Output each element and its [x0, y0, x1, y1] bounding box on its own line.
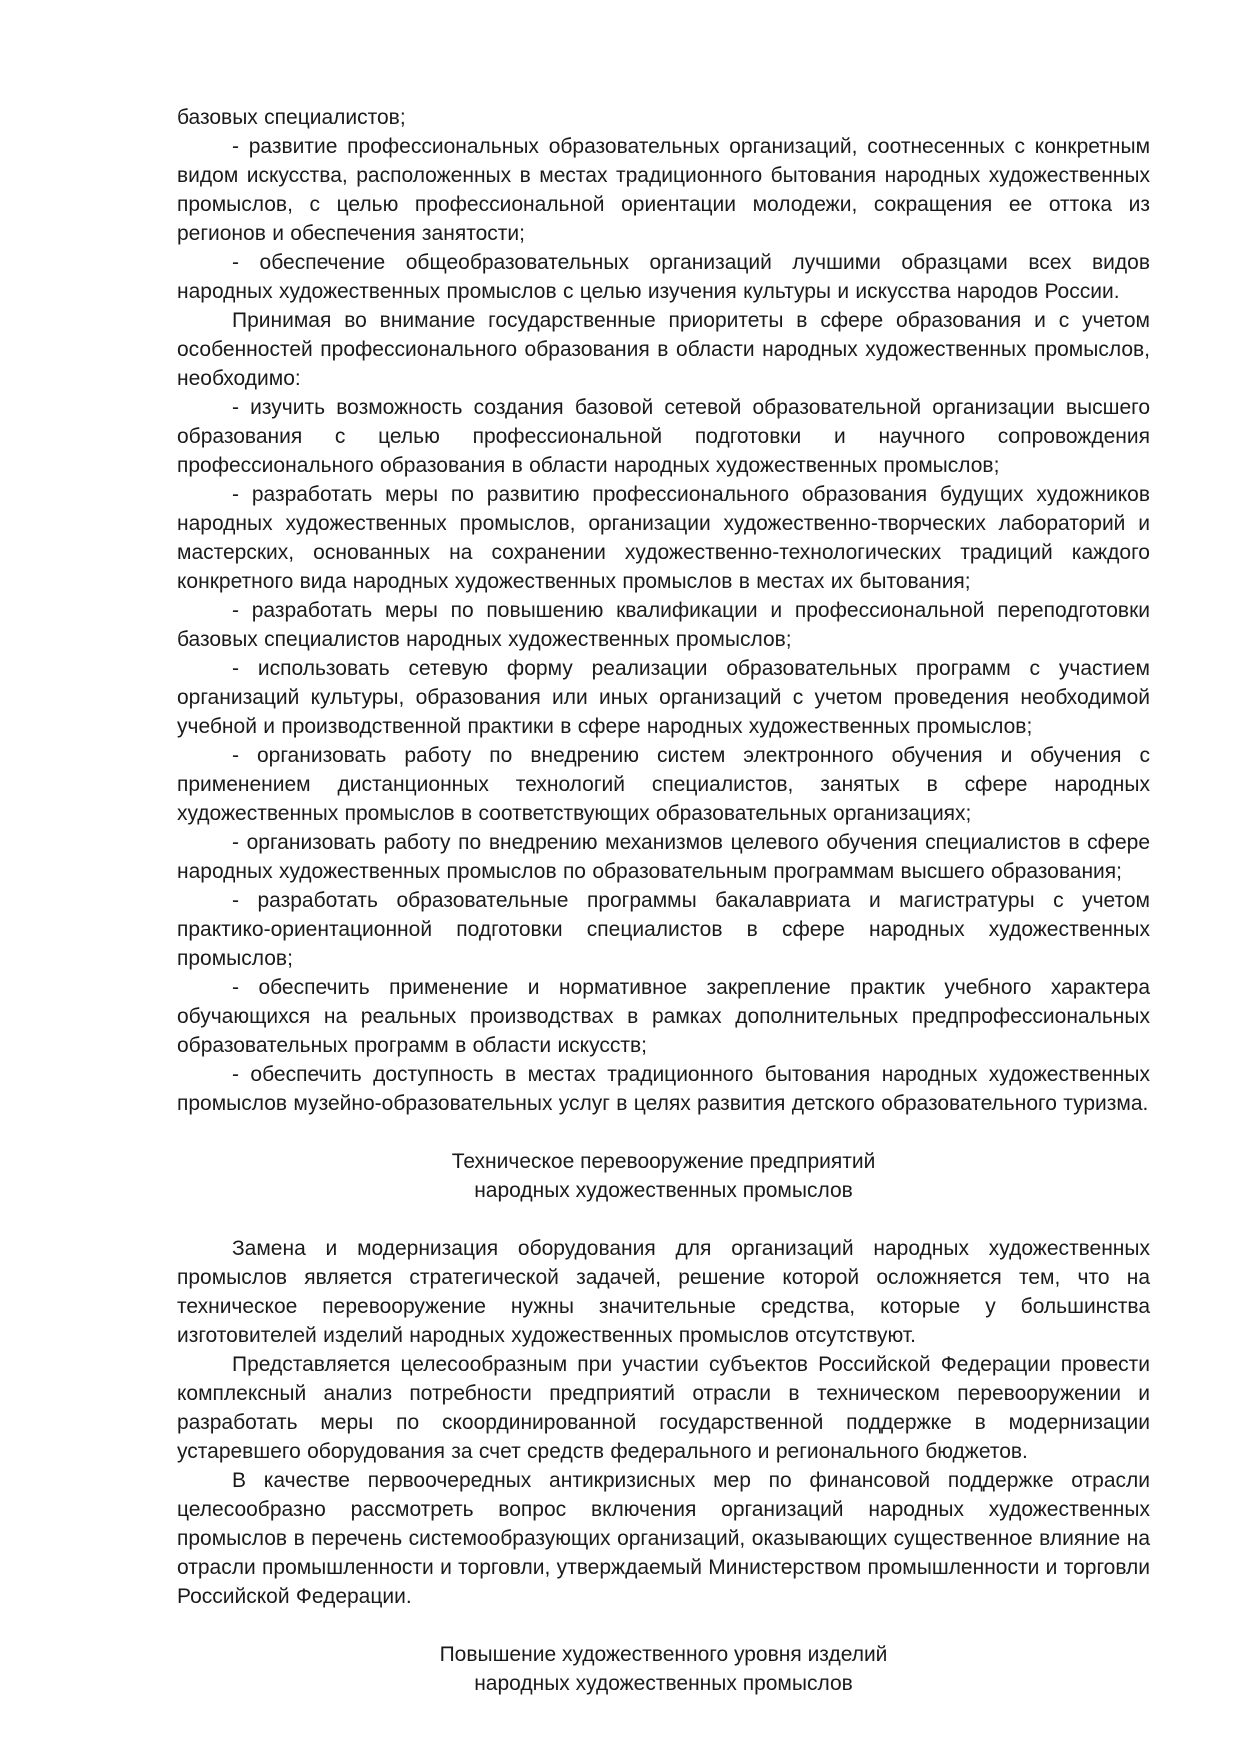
section-heading-technical [177, 1147, 1150, 1205]
paragraph-measure-bachelor-master: - разработать образовательные программы бакалавриата и магистратуры с учетом практико-ориентационной подготовки специалистов в сфере народных художественных промыслов; [177, 889, 1150, 970]
paragraph-measure-elearning: - организовать работу по внедрению систем электронного обучения и обучения с применением дистанционных технологий специалистов, занятых в сфере народных художественных промыслов в соответствующих образовательных организациях; [177, 744, 1150, 825]
paragraph-education-development: - развитие профессиональных образовательных организаций, соотнесенных с конкретным видом искусства, расположенных в местах традиционного бытования народных художественных промыслов, с целью профессиональной ориентации молодежи, сокращения ее оттока из регионов и обеспечения занятости; [177, 135, 1150, 245]
document-body [177, 103, 1150, 1727]
heading-artistic-line2: народных художественных промыслов [474, 1672, 853, 1695]
paragraph-measure-practice: - обеспечить применение и нормативное закрепление практик учебного характера обучающихся на реальных производствах в рамках дополнительных предпрофессиональных образовательных программ в области искусств; [177, 976, 1150, 1057]
paragraph-continuation: базовых специалистов; [177, 106, 406, 129]
heading-technical-line2: народных художественных промыслов [474, 1179, 853, 1202]
section-heading-artistic [177, 1640, 1150, 1698]
paragraph-measure-targeted-training: - организовать работу по внедрению механизмов целевого обучения специалистов в сфере народных художественных промыслов по образовательным программам высшего образования; [177, 831, 1150, 883]
paragraph-measure-artists-education: - разработать меры по развитию профессионального образования будущих художников народных художественных промыслов, организации художественно-творческих лабораторий и мастерских, основанных на сохранении художественно-технологических традиций каждого конкретного вида народных художественных промыслов в местах их бытования; [177, 483, 1150, 593]
paragraph-technical-analysis: Представляется целесообразным при участии субъектов Российской Федерации провести комплексный анализ потребности предприятий отрасли в техническом перевооружении и разработать меры по скоординированной государственной поддержке в модернизации устаревшего оборудования за счет средств федерального и регионального бюджетов. [177, 1353, 1150, 1463]
paragraph-education-priorities: Принимая во внимание государственные приоритеты в сфере образования и с учетом особенностей профессионального образования в области народных художественных промыслов, необходимо: [177, 309, 1150, 390]
paragraph-measure-museum-services: - обеспечить доступность в местах традиционного бытования народных художественных промыслов музейно-образовательных услуг в целях развития детского образовательного туризма. [177, 1063, 1150, 1115]
paragraph-measure-network-org: - изучить возможность создания базовой сетевой образовательной организации высшего образования с целью профессиональной подготовки и научного сопровождения профессионального образования в области народных художественных промыслов; [177, 396, 1150, 477]
paragraph-education-provision: - обеспечение общеобразовательных организаций лучшими образцами всех видов народных художественных промыслов с целью изучения культуры и искусства народов России. [177, 251, 1150, 303]
paragraph-measure-network-form: - использовать сетевую форму реализации образовательных программ с участием организаций культуры, образования или иных организаций с учетом проведения необходимой учебной и производственной практики в сфере народных художественных промыслов; [177, 657, 1150, 738]
paragraph-measure-qualification: - разработать меры по повышению квалификации и профессиональной переподготовки базовых специалистов народных художественных промыслов; [177, 599, 1150, 651]
heading-artistic-line1: Повышение художественного уровня изделий [439, 1643, 888, 1666]
paragraph-technical-anticrisis: В качестве первоочередных антикризисных мер по финансовой поддержке отрасли целесообразно рассмотреть вопрос включения организаций народных художественных промыслов в перечень системообразующих организаций, оказывающих существенное влияние на отрасли промышленности и торговли, утверждаемый Министерством промышленности и торговли Российской Федерации. [177, 1469, 1150, 1608]
paragraph-technical-replacement: Замена и модернизация оборудования для организаций народных художественных промыслов является стратегической задачей, решение которой осложняется тем, что на техническое перевооружение нужны значительные средства, которые у большинства изготовителей изделий народных художественных промыслов отсутствуют. [177, 1237, 1150, 1347]
heading-technical-line1: Техническое перевооружение предприятий [451, 1150, 876, 1173]
